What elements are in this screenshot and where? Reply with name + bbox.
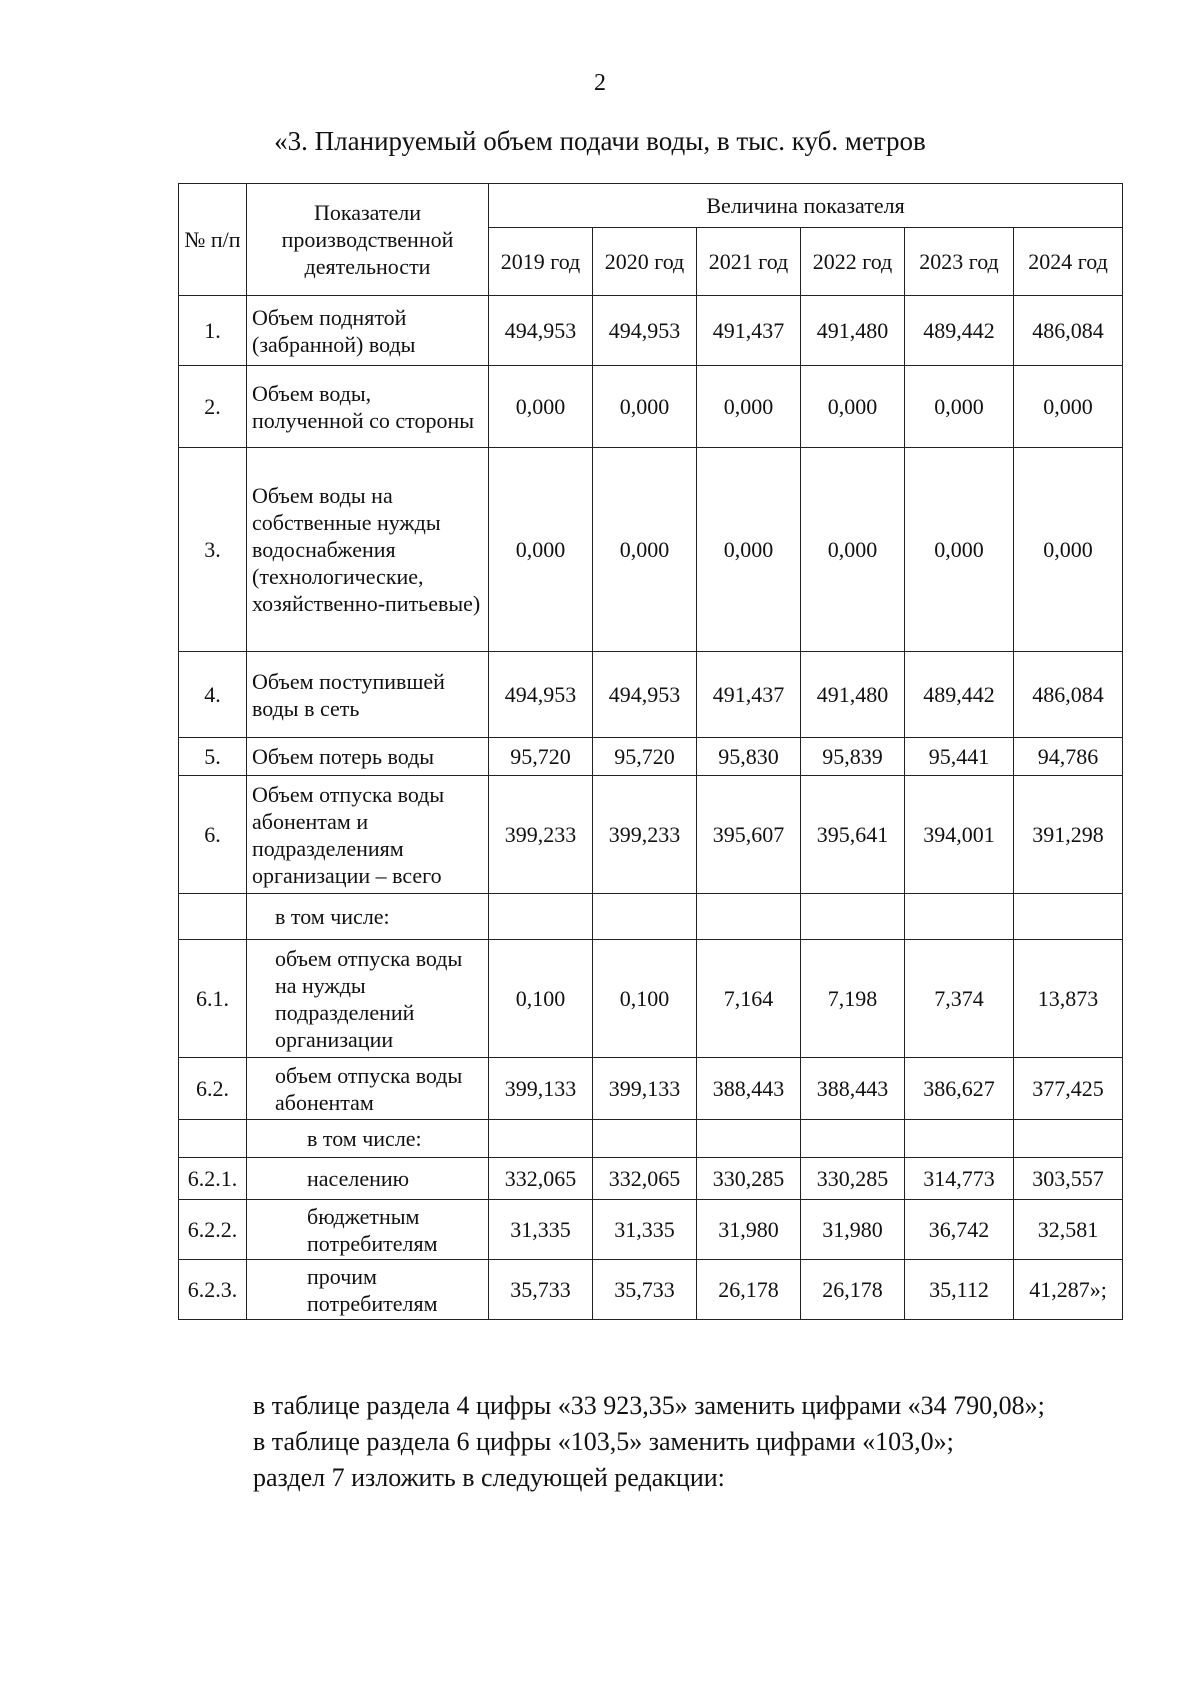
footer-line: в таблице раздела 6 цифры «103,5» заменить цифрами «103,0»;	[253, 1427, 954, 1456]
row-value: 0,000	[593, 366, 697, 448]
row-value: 494,953	[593, 296, 697, 366]
row-number: 6.1.	[179, 940, 247, 1058]
table-row	[179, 1158, 1123, 1200]
row-value	[489, 1120, 593, 1158]
header-year: 2020 год	[593, 228, 697, 296]
row-value: 303,557	[1014, 1158, 1123, 1200]
row-number	[179, 894, 247, 940]
table-row	[179, 652, 1123, 738]
row-number: 6.2.3.	[179, 1260, 247, 1320]
row-indicator: объем отпуска воды абонентам	[247, 1058, 489, 1120]
table-row	[179, 366, 1123, 448]
row-value: 7,164	[697, 940, 801, 1058]
row-indicator: Объем воды, полученной со стороны	[247, 366, 489, 448]
row-value: 0,000	[905, 448, 1014, 652]
row-value: 95,839	[801, 738, 905, 776]
row-value: 399,233	[489, 776, 593, 894]
row-value: 36,742	[905, 1200, 1014, 1260]
row-value: 491,437	[697, 652, 801, 738]
row-value: 0,000	[697, 366, 801, 448]
row-indicator: прочим потребителям	[247, 1260, 489, 1320]
row-value: 330,285	[697, 1158, 801, 1200]
row-value: 0,000	[801, 366, 905, 448]
header-no: № п/п	[179, 184, 247, 296]
table-row	[179, 1058, 1123, 1120]
row-value: 31,980	[801, 1200, 905, 1260]
row-number: 6.	[179, 776, 247, 894]
row-indicator: Объем воды на собственные нужды водоснабжения (технологические, хозяйственно-питьевые)	[247, 448, 489, 652]
row-value: 26,178	[697, 1260, 801, 1320]
table-row	[179, 1120, 1123, 1158]
row-value: 395,641	[801, 776, 905, 894]
row-value	[905, 894, 1014, 940]
table-row	[179, 296, 1123, 366]
footer-line: в таблице раздела 4 цифры «33 923,35» заменить цифрами «34 790,08»;	[253, 1391, 1045, 1420]
row-value: 0,000	[593, 448, 697, 652]
row-value	[801, 894, 905, 940]
row-value	[801, 1120, 905, 1158]
row-indicator: в том числе:	[247, 1120, 489, 1158]
header-year: 2019 год	[489, 228, 593, 296]
row-value: 95,830	[697, 738, 801, 776]
header-year: 2021 год	[697, 228, 801, 296]
row-value: 7,374	[905, 940, 1014, 1058]
row-value: 31,335	[489, 1200, 593, 1260]
row-value: 399,133	[593, 1058, 697, 1120]
row-value: 0,000	[697, 448, 801, 652]
table-header-row	[179, 184, 1123, 228]
row-indicator: в том числе:	[247, 894, 489, 940]
row-value: 41,287»;	[1014, 1260, 1123, 1320]
table-row	[179, 940, 1123, 1058]
row-value: 35,733	[593, 1260, 697, 1320]
row-value: 332,065	[593, 1158, 697, 1200]
table-row	[179, 894, 1123, 940]
table-row	[179, 738, 1123, 776]
row-value: 494,953	[593, 652, 697, 738]
row-value	[905, 1120, 1014, 1158]
row-indicator: Объем поднятой (забранной) воды	[247, 296, 489, 366]
row-value: 494,953	[489, 652, 593, 738]
row-value: 0,000	[801, 448, 905, 652]
row-indicator: бюджетным потребителям	[247, 1200, 489, 1260]
header-year: 2022 год	[801, 228, 905, 296]
row-value: 486,084	[1014, 652, 1123, 738]
table-row	[179, 1260, 1123, 1320]
header-year: 2024 год	[1014, 228, 1123, 296]
row-number: 3.	[179, 448, 247, 652]
row-value: 32,581	[1014, 1200, 1123, 1260]
row-value: 395,607	[697, 776, 801, 894]
row-number: 6.2.1.	[179, 1158, 247, 1200]
table-row	[179, 1200, 1123, 1260]
row-value: 399,133	[489, 1058, 593, 1120]
row-indicator: Объем поступившей воды в сеть	[247, 652, 489, 738]
row-value: 486,084	[1014, 296, 1123, 366]
row-value	[593, 1120, 697, 1158]
table-row	[179, 448, 1123, 652]
row-value: 489,442	[905, 296, 1014, 366]
row-value: 26,178	[801, 1260, 905, 1320]
row-number	[179, 1120, 247, 1158]
row-value: 95,720	[593, 738, 697, 776]
row-value: 377,425	[1014, 1058, 1123, 1120]
row-value	[697, 894, 801, 940]
row-value: 494,953	[489, 296, 593, 366]
row-value: 95,720	[489, 738, 593, 776]
footer-text	[253, 1388, 1133, 1496]
row-value: 31,335	[593, 1200, 697, 1260]
header-indicator: Показатели производственной деятельности	[247, 184, 489, 296]
row-value: 0,100	[489, 940, 593, 1058]
header-year: 2023 год	[905, 228, 1014, 296]
row-number: 1.	[179, 296, 247, 366]
water-supply-table	[178, 183, 1123, 1320]
row-value: 0,000	[489, 366, 593, 448]
row-value: 399,233	[593, 776, 697, 894]
row-value	[1014, 1120, 1123, 1158]
table-row	[179, 776, 1123, 894]
footer-line: раздел 7 изложить в следующей редакции:	[253, 1463, 725, 1492]
row-value: 386,627	[905, 1058, 1014, 1120]
row-value: 330,285	[801, 1158, 905, 1200]
row-value: 388,443	[801, 1058, 905, 1120]
row-value: 491,480	[801, 652, 905, 738]
row-value: 35,733	[489, 1260, 593, 1320]
row-value: 35,112	[905, 1260, 1014, 1320]
row-value: 391,298	[1014, 776, 1123, 894]
row-value: 394,001	[905, 776, 1014, 894]
row-value	[1014, 894, 1123, 940]
table-body	[179, 296, 1123, 1320]
row-value: 0,000	[1014, 366, 1123, 448]
row-value: 489,442	[905, 652, 1014, 738]
row-value: 31,980	[697, 1200, 801, 1260]
row-value: 13,873	[1014, 940, 1123, 1058]
row-number: 5.	[179, 738, 247, 776]
row-value: 0,000	[1014, 448, 1123, 652]
page-number: 2	[594, 70, 606, 96]
row-value: 94,786	[1014, 738, 1123, 776]
row-value: 95,441	[905, 738, 1014, 776]
row-number: 2.	[179, 366, 247, 448]
row-value: 388,443	[697, 1058, 801, 1120]
row-value: 0,000	[489, 448, 593, 652]
row-value: 491,437	[697, 296, 801, 366]
row-indicator: Объем потерь воды	[247, 738, 489, 776]
row-value	[489, 894, 593, 940]
section-title: «3. Планируемый объем подачи воды, в тыс. куб. метров	[274, 126, 926, 156]
row-value: 491,480	[801, 296, 905, 366]
row-indicator: Объем отпуска воды абонентам и подразделениям организации – всего	[247, 776, 489, 894]
row-value: 0,100	[593, 940, 697, 1058]
row-number: 4.	[179, 652, 247, 738]
row-value: 7,198	[801, 940, 905, 1058]
row-value	[697, 1120, 801, 1158]
row-number: 6.2.	[179, 1058, 247, 1120]
row-value	[593, 894, 697, 940]
row-indicator: населению	[247, 1158, 489, 1200]
row-value: 314,773	[905, 1158, 1014, 1200]
row-value: 332,065	[489, 1158, 593, 1200]
row-indicator: объем отпуска воды на нужды подразделений организации	[247, 940, 489, 1058]
row-value: 0,000	[905, 366, 1014, 448]
row-number: 6.2.2.	[179, 1200, 247, 1260]
header-value-group: Величина показателя	[489, 184, 1123, 228]
